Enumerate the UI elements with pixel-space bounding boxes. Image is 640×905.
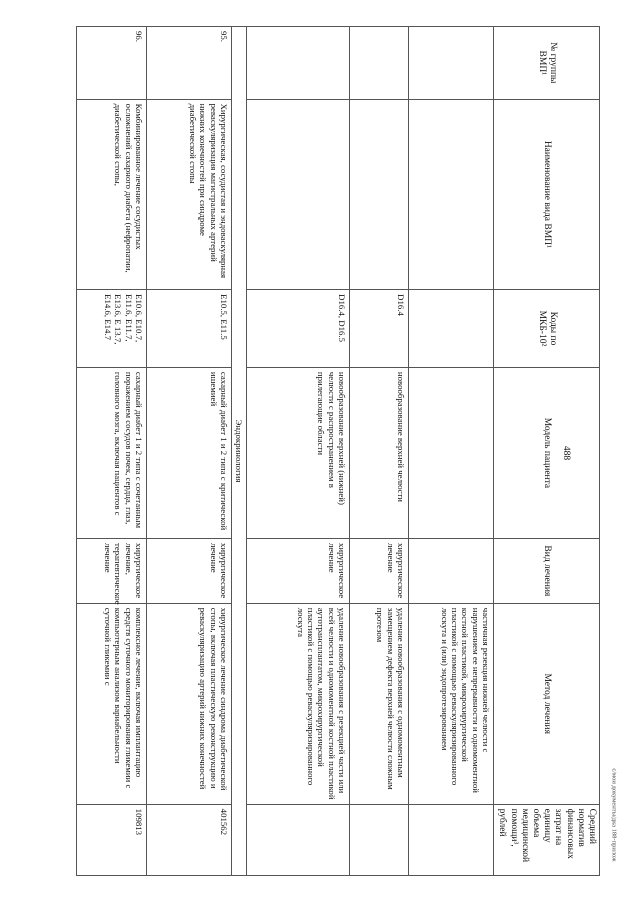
cell-codes: D16.4 (350, 290, 409, 368)
cell-model: сахарный диабет 1 и 2 типа с сочетанным поражением сосудов почек, сердца, глаз, головного мозга, включая пациентов с (77, 367, 147, 538)
table-row (247, 27, 350, 876)
cell-method: комплексное лечение, включая имплантацию средств суточного мониторирования гликемии с компьютерным анализом вариабельности суточной гликемии с (77, 603, 147, 804)
table-row (147, 27, 232, 876)
header-cost: Средний норматив финансовых затрат на единицу объема медицинской помощи³, рублей (494, 804, 600, 875)
cell-cost (247, 804, 350, 875)
header-group: № группы ВМП¹ (494, 27, 600, 100)
cell-codes: D16.4, D16.5 (247, 290, 350, 368)
cell-num: 95. (147, 27, 232, 100)
header-name: Наименование вида ВМП¹ (494, 99, 600, 290)
cell-name (247, 99, 350, 290)
cell-model: новообразование верхней (нижней) челюсти с распространением в прилегающие области (247, 367, 350, 538)
cell-model: новообразование верхней челюсти (350, 367, 409, 538)
cell-codes: E10.5, E11.5 (147, 290, 232, 368)
page-number: 488 (561, 445, 571, 461)
cell-num: 96. (77, 27, 147, 100)
cell-method: хирургическое лечение синдрома диабетической стопы, включая пластическую реконструкцию и реваскуляризацию артерий нижних конечностей (147, 603, 232, 804)
cell-method: удаление новообразования с одномоментным замещением дефекта верхней челюсти сложным протезом (350, 603, 409, 804)
cell-method: частичная резекция нижней челюсти с нарушением ее непрерывности и одномоментной костной пластикой, микрохирургической пластикой с помощью реваскуляризированного лоскута и (или) эндопротезированием (409, 603, 494, 804)
vmp-table (76, 26, 600, 876)
cell-cost (350, 804, 409, 875)
file-path-note: с/мои документы/дка 188-прилож (610, 768, 618, 862)
cell-type: хирургическое лечение, терапевтическое лечение (77, 538, 147, 603)
header-model: Модель пациента (494, 367, 600, 538)
table-row (77, 27, 147, 876)
cell-name (409, 99, 494, 290)
cell-codes (409, 290, 494, 368)
cell-cost (409, 804, 494, 875)
cell-cost: 109813 (77, 804, 147, 875)
header-type: Вид лечения (494, 538, 600, 603)
cell-type: хирургическое лечение (247, 538, 350, 603)
table-row-continuation (409, 27, 494, 876)
cell-model (409, 367, 494, 538)
header-method: Метод лечения (494, 603, 600, 804)
cell-name (350, 99, 409, 290)
cell-model: сахарный диабет 1 и 2 типа с критической ишемией (147, 367, 232, 538)
rotated-table-container (90, 26, 600, 876)
cell-name: Хирургическая, сосудистая и эндоваскулярная реваскуляризация магистральных артерий нижних конечностей при синдроме диабетической стопы (147, 99, 232, 290)
cell-type: хирургическое лечение (350, 538, 409, 603)
header-row (494, 27, 600, 876)
table-row (350, 27, 409, 876)
cell-num (409, 27, 494, 100)
cell-num (350, 27, 409, 100)
cell-type (409, 538, 494, 603)
header-codes: Коды по МКБ-10² (494, 290, 600, 368)
cell-codes: E10.6, E10.7, E11.6, E11.7, E13.6, E 13.7, E14.6, E14.7 (77, 290, 147, 368)
cell-method: удаление новообразования с резекцией части или всей челюсти и одномоментной костной пластикой аутотрансплантатом, микрохирургической пластикой с помощью реваскуляризированного лоскута (247, 603, 350, 804)
cell-cost: 401562 (147, 804, 232, 875)
cell-name: Комбинированное лечение сосудистых осложнений сахарного диабета (нефропатии, диабетической стопы, (77, 99, 147, 290)
section-row (232, 27, 247, 876)
section-title: Эндокринология (232, 27, 247, 876)
cell-type: хирургическое лечение (147, 538, 232, 603)
cell-num (247, 27, 350, 100)
